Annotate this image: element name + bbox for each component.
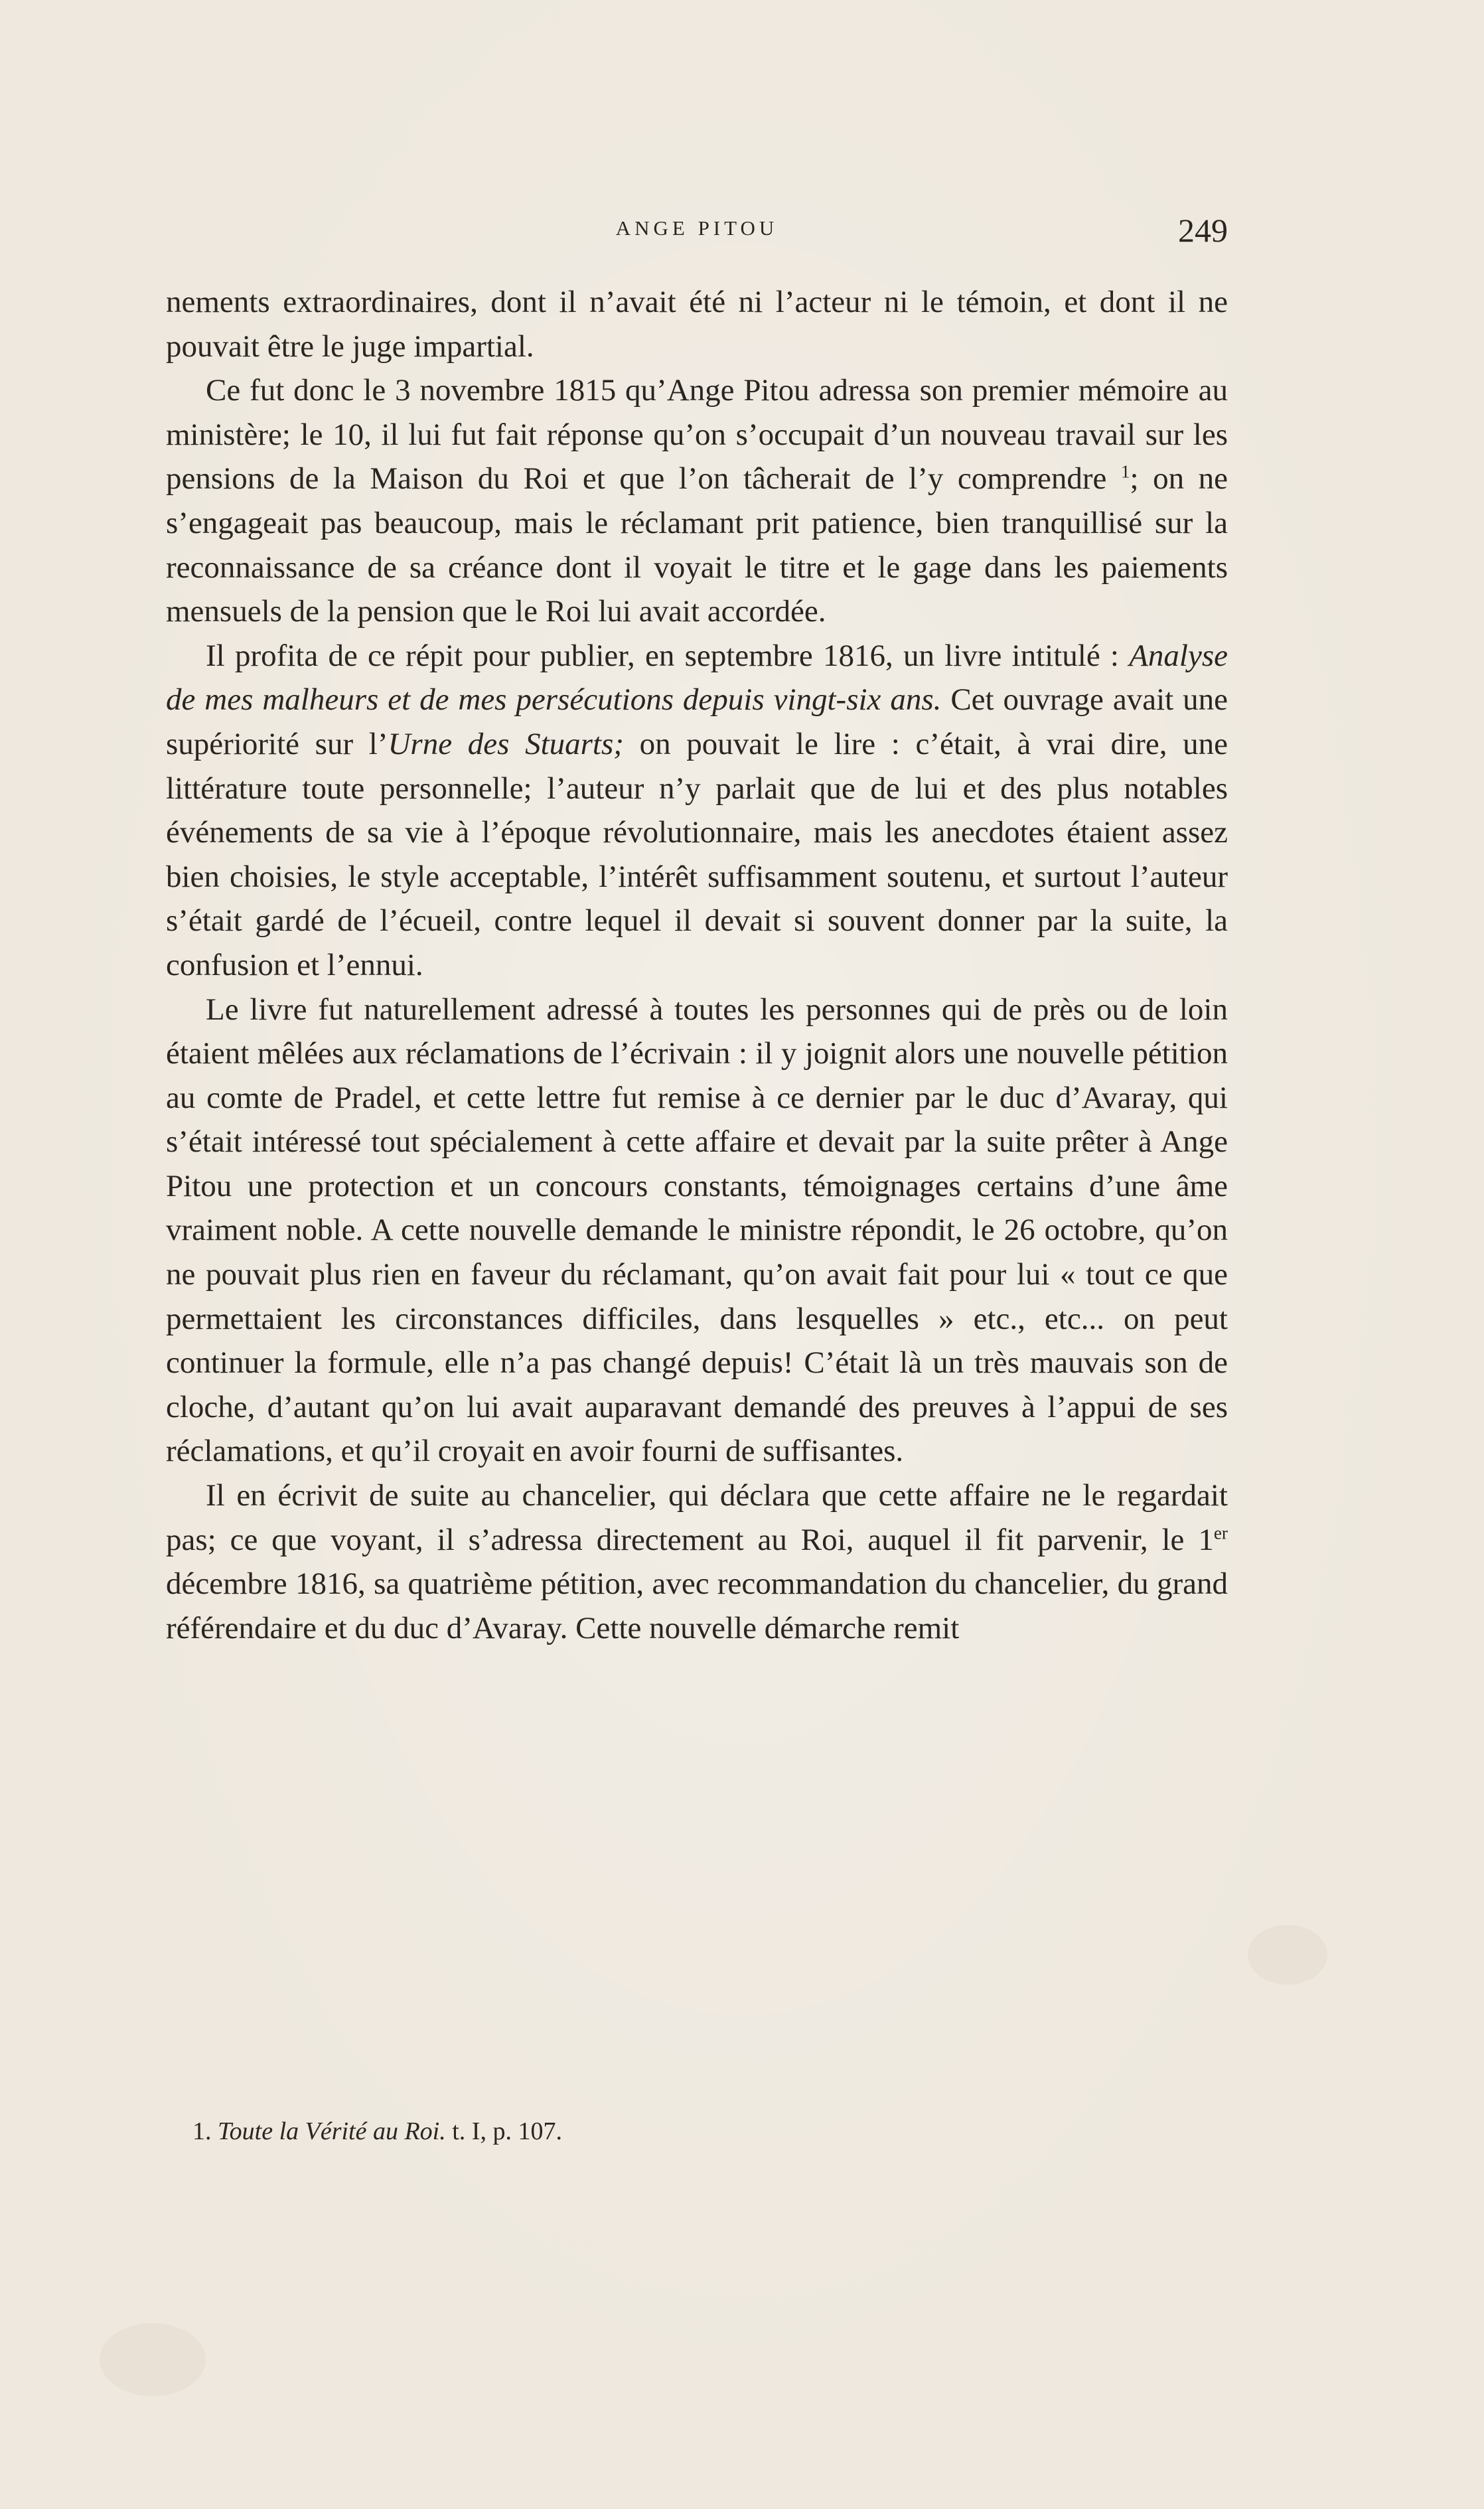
footnote-title: Toute la Vérité au Roi.: [218, 2117, 446, 2145]
text-run: décembre 1816, sa quatrième pétition, avec recommandation du chancelier, du grand référendaire et du duc d’Avaray. Cette nouvelle démarche remit: [166, 1566, 1228, 1645]
text-run: nements extraordinaires, dont il n’avait été ni l’acteur ni le témoin, et dont il ne pouvait être le juge impartial.: [166, 285, 1228, 364]
paragraph: [166, 988, 1228, 1474]
text-run: Il profita de ce répit pour publier, en septembre 1816, un livre intitulé :: [206, 638, 1130, 673]
running-head: [166, 211, 1228, 251]
paper-stain: [100, 2323, 206, 2396]
paragraph: [166, 280, 1228, 368]
text-run: on pouvait le lire : c’était, à vrai dire, une littérature toute personnelle; l’auteur n’y parlait que de lui et des plus notables événements de sa vie à l’époque révolutionnaire, mais les anecdotes étaient assez bien choisies, le style acceptable, l’intérêt suffisamment soutenu, et surtout l’auteur s’était gardé de l’écueil, contre lequel il devait si souvent donner par la suite, la confusion et l’ennui.: [166, 726, 1228, 982]
paper-stain: [1248, 1925, 1327, 1985]
footnote-reference: t. I, p. 107.: [445, 2117, 562, 2145]
book-title: Urne des Stuarts;: [388, 726, 624, 761]
paragraph: [166, 368, 1228, 634]
text-run: ; on ne s’engageait pas beaucoup, mais le réclamant prit patience, bien tranquillisé sur la reconnaissance de sa créance dont il voyait le titre et le gage dans les paiements mensuels de la pension que le Roi lui avait accordée.: [166, 461, 1228, 629]
page-number: 249: [1178, 212, 1228, 249]
paragraph: [166, 1474, 1228, 1650]
footnote-marker: 1: [1120, 461, 1130, 482]
body-text: [166, 280, 1228, 1650]
text-run: Cet ouvrage avait une supériorité sur l’: [166, 682, 1228, 761]
text-run: Il en écrivit de suite au chancelier, qui déclara que cette affaire ne le regardait pas; ce que voyant, il s’adressa directement au Roi, auquel il fit parvenir, le 1: [166, 1478, 1228, 1557]
text-run: Le livre fut naturellement adressé à toutes les personnes qui de près ou de loin étaient mêlées aux réclamations de l’écrivain : il y joignit alors une nouvelle pétition au comte de Pradel, et cette lettre fut remise à ce dernier par le duc d’Avaray, qui s’était intéressé tout spécialement à cette affaire et devait par la suite prêter à Ange Pitou une protection et un concours constants, témoignages certains d’une âme vraiment noble. A cette nouvelle demande le ministre répondit, le 26 octobre, qu’on ne pouvait plus rien en faveur du réclamant, qu’on avait fait pour lui « tout ce que permettaient les circonstances difficiles, dans lesquelles » etc., etc... on peut continuer la formule, elle n’a pas changé depuis! C’était là un très mauvais son de cloche, d’autant qu’on lui avait auparavant demandé des preuves à l’appui de ses réclamations, et qu’il croyait en avoir fourni de suffisantes.: [166, 992, 1228, 1469]
footnote-number: 1.: [192, 2117, 218, 2145]
ordinal-superscript: er: [1213, 1522, 1228, 1543]
paragraph: [166, 634, 1228, 988]
text-run: Ce fut donc le 3 novembre 1815 qu’Ange Pitou adressa son premier mémoire au ministère; le 10, il lui fut fait réponse qu’on s’occupait d’un nouveau travail sur les pensions de la Maison du Roi et que l’on tâcherait de l’y comprendre: [166, 373, 1228, 496]
running-title: ANGE PITOU: [615, 216, 779, 240]
footnote: [192, 2115, 1228, 2148]
book-title: Analyse de mes malheurs et de mes persécutions depuis vingt-six ans.: [166, 638, 1228, 718]
